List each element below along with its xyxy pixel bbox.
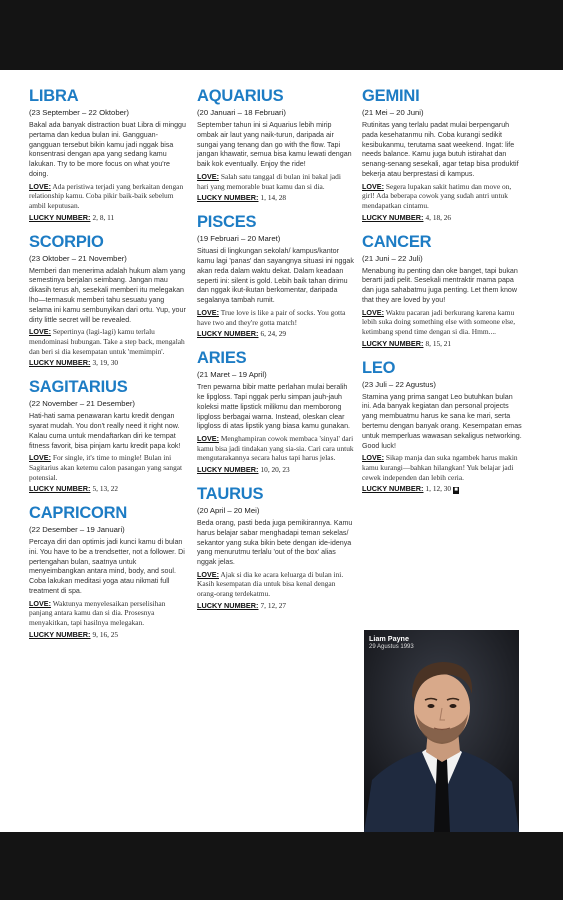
sign-title: SCORPIO (29, 232, 104, 251)
photo-date: 29 Agustus 1993 (369, 644, 414, 650)
love-label: LOVE: (29, 453, 51, 463)
sign-libra (29, 87, 189, 223)
lucky-label: LUCKY NUMBER: (29, 629, 91, 639)
sign-description: Percaya diri dan optimis jadi kunci kamu di bulan ini. You have to be a trendsetter, not a follower. Di pertengahan bulan, saatnya untuk menyeimbangkan antara mind, body, and soul. Coba lakukan meditasi yoga atau nikmati full treatment di spa. (29, 538, 185, 596)
sign-description: Hati-hati sama penawaran kartu kredit dengan syarat mudah. You don't really need it right now. Kalau cuma untuk mendaftarkan diri ke tempat fitness favorit, bisa pinjam kartu kredit papa kok! (29, 412, 181, 450)
lucky-label: LUCKY NUMBER: (197, 464, 259, 474)
lucky-number (362, 213, 522, 223)
love-paragraph (362, 308, 522, 337)
lucky-values: 6, 24, 29 (260, 329, 287, 339)
love-text: For single, it's time to mingle! Bulan ini Sagitarius akan ketemu calon pasangan yang sangat potensial. (29, 453, 183, 482)
sign-aquarius (197, 87, 354, 203)
lucky-values: 8, 15, 21 (425, 338, 452, 348)
sign-aries (197, 349, 354, 475)
love-paragraph (197, 570, 354, 599)
lucky-values: 2, 8, 11 (92, 212, 115, 222)
magazine-page (0, 70, 563, 832)
sign-dates: (21 Mei – 20 Juni) (362, 108, 424, 117)
lucky-number (29, 630, 189, 640)
sign-dates: (22 November – 21 Desember) (29, 399, 135, 409)
lucky-number (362, 339, 522, 349)
column-right (362, 87, 522, 504)
love-paragraph (29, 182, 189, 211)
love-text: Waktunya menyelesaikan perselisihan panjang antara kamu dan si dia. Prosesnya menyakitkan, tapi hasilnya melegakan. (29, 598, 166, 628)
sign-leo (362, 359, 522, 495)
sign-description: Tren pewarna bibir matte perlahan mulai beralih ke lipgloss. Tapi nggak perlu simpan jauh-jauh koleksi matte lipstick milikmu dan memborong lipgloss berbagai warna. Instead, oleskan clear lipgloss di atas lipstik yang biasa kamu gunakan. (197, 383, 350, 431)
celebrity-photo (364, 630, 519, 832)
lucky-label: LUCKY NUMBER: (362, 338, 424, 348)
column-middle (197, 87, 354, 621)
love-paragraph (197, 308, 354, 327)
love-paragraph (197, 172, 354, 191)
lucky-values: 5, 13, 22 (92, 484, 119, 494)
love-paragraph (197, 434, 354, 463)
love-paragraph (362, 453, 522, 482)
sign-description: Stamina yang prima sangat Leo butuhkan bulan ini. Ada banyak kegiatan dan personal projects yang membuatmu harus ke sana ke mari, serta bertemu dengan banyak orang. Kesempatan emas untuk memperluas wawasan sekaligus networking. Good luck! (362, 392, 522, 450)
sign-description: Menabung itu penting dan oke banget, tapi bukan berarti jadi pelit. Sesekali mentraktir mama papa dan juga sahabatmu juga penting. Let them know that they are loved by you! (362, 266, 518, 304)
sign-sagitarius (29, 378, 189, 494)
sign-title: CAPRICORN (29, 504, 128, 523)
sign-dates: (23 Juli – 22 Agustus) (362, 379, 436, 389)
love-label: LOVE: (362, 181, 384, 191)
love-text: Waktu pacaran jadi berkurang karena kamu lebih suka doing something else with someone else, ketimbang spend time dengan si dia. Hmm.... (362, 307, 516, 336)
love-paragraph (29, 327, 189, 356)
lucky-values: 4, 18, 26 (425, 212, 452, 222)
sign-dates: (23 September – 22 Oktober) (29, 108, 129, 117)
love-paragraph (29, 599, 189, 628)
sign-description: Bakal ada banyak distraction buat Libra di minggu pertama dan kedua bulan ini. Gangguan-gangguan tersebut bikin kamu jadi nggak bisa konsentrasi dengan apa yang sedang kamu lakukan. Try to be more focus on what you're doing. (29, 121, 186, 178)
sign-description: September tahun ini si Aquarius lebih mirip ombak air laut yang naik-turun, daripada air sungai yang tenang dan go with the flow. Tapi jangan khawatir, semua bisa kamu lewati dengan baik kok eventually. Enjoy the ride! (197, 121, 352, 169)
lucky-values: 3, 19, 30 (92, 358, 119, 368)
love-label: LOVE: (29, 327, 51, 337)
lucky-values: 10, 20, 23 (260, 464, 290, 474)
sign-taurus (197, 485, 354, 611)
love-text: Sikap manja dan suka ngambek harus makin kamu kurangi—bahkan hilangkan! Yuk belajar jadi cewek independen dan lebih ceria. (362, 453, 518, 482)
lucky-label: LUCKY NUMBER: (29, 212, 91, 222)
photo-name: Liam Payne (369, 634, 409, 643)
sign-title: CANCER (362, 232, 432, 251)
sign-dates: (19 Februari – 20 Maret) (197, 234, 281, 244)
love-label: LOVE: (197, 307, 219, 317)
lucky-number (197, 465, 354, 475)
love-text: Salah satu tanggal di bulan ini bakal jadi hari yang memorable buat kamu dan si dia. (197, 171, 341, 191)
lucky-number (29, 358, 189, 368)
lucky-number (197, 193, 354, 203)
sign-cancer (362, 233, 522, 349)
lucky-label: LUCKY NUMBER: (197, 600, 259, 610)
sign-dates: (20 April – 20 Mei) (197, 505, 260, 515)
sign-description: Situasi di lingkungan sekolah/ kampus/kantor kamu lagi 'panas' dan sayangnya situasi ini nggak akan reda dalam waktu dekat. Dalam keadaan seperti ini: silent is gold. Lebih baik tahan dirimu dan nggak ikut-ikutan berkomentar, daripada segalanya tambah rumit. (197, 247, 354, 305)
sign-dates: (23 Oktober – 21 November) (29, 253, 127, 263)
sign-description: Beda orang, pasti beda juga pemikirannya. Kamu harus belajar sabar menghadapi teman sekelas/ sekantor yang suka bikin bete dengan ide-idenya yang menurutmu terlalu 'out of the box' alias nggak jelas. (197, 518, 353, 567)
sign-pisces (197, 213, 354, 339)
lucky-values: 7, 12, 27 (260, 600, 287, 610)
sign-capricorn (29, 504, 189, 640)
lucky-values: 1, 14, 28 (260, 193, 287, 203)
sign-description: Memberi dan menerima adalah hukum alam yang semestinya berjalan seimbang. Jangan mau dikasih terus ah, sesekali memberi itu melegakan lho—termasuk memberi tahu sesuatu yang selama ini kamu sembunyikan dari ortu. Yup, your dirty little secret will be revealed. (29, 266, 186, 324)
sign-title: TAURUS (197, 484, 264, 503)
article-end-icon: ■ (454, 487, 458, 494)
sign-title: AQUARIUS (197, 87, 284, 105)
lucky-values: 9, 16, 25 (92, 629, 119, 639)
lucky-label: LUCKY NUMBER: (362, 484, 424, 494)
sign-dates: (21 Maret – 19 April) (197, 370, 267, 380)
sign-title: SAGITARIUS (29, 378, 128, 397)
love-label: LOVE: (29, 181, 51, 191)
sign-title: PISCES (197, 213, 257, 232)
lucky-number (197, 601, 354, 611)
love-text: True love is like a pair of socks. You gotta have two and they're gotta match! (197, 307, 346, 327)
love-label: LOVE: (362, 307, 384, 317)
lucky-number (362, 484, 522, 494)
sign-title: GEMINI (362, 87, 420, 105)
sign-scorpio (29, 233, 189, 369)
sign-dates: (22 Desember – 19 Januari) (29, 525, 125, 535)
lucky-label: LUCKY NUMBER: (29, 484, 91, 494)
lucky-label: LUCKY NUMBER: (197, 193, 259, 203)
lucky-label: LUCKY NUMBER: (197, 329, 259, 339)
lucky-values: 1, 12, 30 (425, 484, 452, 494)
love-text: Ada peristiwa terjadi yang berkaitan dengan relationship kamu. Coba pikir baik-baik sebelum ambil keputusan. (29, 181, 184, 210)
love-label: LOVE: (362, 453, 384, 463)
love-text: Ajak si dia ke acara keluarga di bulan ini. Kasih kesempatan dia untuk bisa kenal dengan orang-orang terdekatmu. (197, 569, 344, 599)
column-left (29, 87, 189, 650)
sign-description: Rutinitas yang terlalu padat mulai berpengaruh pada kesehatanmu nih. Coba kurangi sedikit kesibukanmu, terutama saat weekend. Ingat: life needs balance. Kamu juga butuh istirahat dan senang-senang sesekali, agar tetap bisa produktif bekerja atau berprestasi di kampus. (362, 121, 519, 178)
love-text: Segera lupakan sakit hatimu dan move on, girl! Ada beberapa cowok yang sudah antri untuk mendapatkan cintamu. (362, 181, 512, 210)
love-label: LOVE: (197, 569, 219, 579)
love-text: Sepertinya (lagi-lagi) kamu terlalu mendominasi hubungan. Take a step back, mengalah dan beri si dia kesempatan untuk 'memimpin'. (29, 327, 185, 356)
love-label: LOVE: (197, 171, 219, 181)
love-label: LOVE: (197, 434, 219, 444)
sign-dates: (20 Januari – 18 Februari) (197, 108, 286, 117)
lucky-number (29, 484, 189, 494)
lucky-label: LUCKY NUMBER: (362, 212, 424, 222)
sign-title: ARIES (197, 349, 247, 368)
love-paragraph (29, 453, 189, 482)
photo-caption (369, 634, 414, 651)
love-paragraph (362, 182, 522, 211)
love-label: LOVE: (29, 598, 51, 608)
sign-dates: (21 Juni – 22 Juli) (362, 253, 423, 263)
lucky-number (197, 329, 354, 339)
love-text: Menghampiran cowok membaca 'sinyal' dari kamu bisa jadi tindakan yang sia-sia. Cari cara untuk mengutarakannya secara halus tapi harus jelas. (197, 434, 354, 463)
lucky-number (29, 213, 189, 223)
sign-gemini (362, 87, 522, 223)
lucky-label: LUCKY NUMBER: (29, 358, 91, 368)
sign-title: LIBRA (29, 87, 79, 105)
sign-title: LEO (362, 358, 396, 377)
portrait-illustration (364, 630, 519, 832)
